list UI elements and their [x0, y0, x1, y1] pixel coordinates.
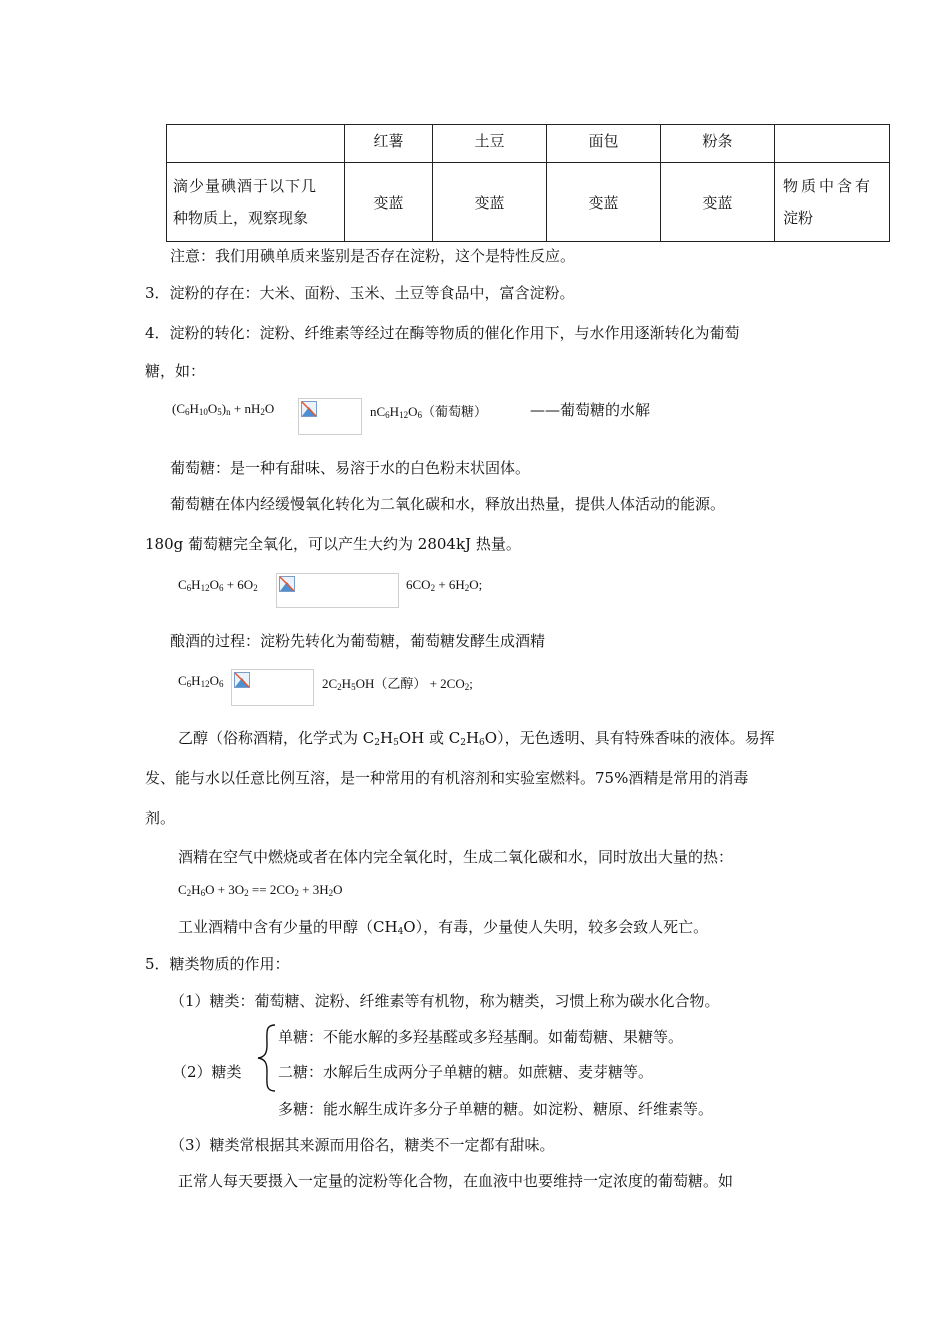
broken-image-icon [234, 672, 250, 688]
paragraph-3: 3．淀粉的存在：大米、面粉、玉米、土豆等食品中，富含淀粉。 [145, 284, 575, 302]
conclusion-line: 淀粉 [783, 209, 814, 227]
equation-arrow-image [298, 398, 362, 435]
polysaccharide-text: 多糖：能水解生成许多分子单糖的糖。如淀粉、糖原、纤维素等。 [278, 1100, 714, 1118]
ethanol-line2: 发、能与水以任意比例互溶，是一种常用的有机溶剂和实验室燃料。75%酒精是常用的消毒 [145, 769, 749, 787]
brewing-text: 酿酒的过程：淀粉先转化为葡萄糖，葡萄糖发酵生成酒精 [170, 632, 546, 650]
last-paragraph: 正常人每天要摄入一定量的淀粉等化合物，在血液中也要维持一定浓度的葡萄糖。如 [178, 1172, 734, 1190]
table-row-label [167, 163, 345, 242]
equation-oxidation-right: $6CO_2 + 6H_2O$; [406, 577, 483, 593]
table-header-cell: 面包 [547, 125, 661, 163]
equation-hydrolysis-right: $nC_6H_{12}O_6$（葡萄糖） [370, 404, 487, 420]
table-header-cell: 红薯 [345, 125, 433, 163]
oxidation-line1: 葡萄糖在体内经缓慢氧化转化为二氧化碳和水，释放出热量，提供人体活动的能源。 [170, 495, 726, 513]
equation-ethanol-combustion: $C_2H_6O + 3O_2 == 2CO_2 + 3H_2O$ [178, 882, 343, 898]
table-header-cell [167, 125, 345, 163]
industrial-alcohol-text: 工业酒精中含有少量的甲醇$(CH_4O)$，有毒，少量使人失明，较多会致人死亡。 [178, 918, 709, 937]
row-label-line: 滴少量碘酒于以下几 [173, 177, 318, 195]
table-cell-conclusion [775, 163, 890, 242]
equation-hydrolysis-left: $(C_6H_{10}O_5)_n + nH_2O$ [172, 401, 275, 417]
paragraph-5-1: （1）糖类：葡萄糖、淀粉、纤维素等有机物，称为糖类，习惯上称为碳水化合物。 [170, 992, 720, 1010]
note-text: 注意：我们用碘单质来鉴别是否存在淀粉，这个是特性反应。 [170, 247, 576, 265]
equation-fermentation-left: $C_6H_{12}O_6$ [178, 673, 224, 689]
broken-image-icon [279, 576, 295, 592]
burn-text: 酒精在空气中燃烧或者在体内完全氧化时，生成二氧化碳和水，同时放出大量的热： [178, 848, 734, 866]
table-header-cell: 粉条 [661, 125, 775, 163]
equation-arrow-image [231, 669, 314, 706]
paragraph-4-line1: 4．淀粉的转化：淀粉、纤维素等经过在酶等物质的催化作用下，与水作用逐渐转化为葡萄 [145, 324, 740, 342]
equation-hydrolysis-caption: ——葡萄糖的水解 [530, 401, 651, 419]
row-label-line: 种物质上，观察现象 [173, 209, 309, 227]
iodine-test-table [166, 124, 890, 242]
table-header-cell [775, 125, 890, 163]
equation-fermentation-right: $2C_2H_5OH$（乙醇） + $2CO_2$; [322, 676, 473, 692]
broken-image-icon [301, 401, 317, 417]
conclusion-line: 物质中含有 [783, 177, 874, 195]
equation-oxidation-left: $C_6H_{12}O_6 + 6O_2$ [178, 577, 258, 593]
table-cell-value: 变蓝 [547, 163, 661, 242]
ethanol-line1: 乙醇（俗称酒精，化学式为 $C_2H_5OH$ 或 $C_2H_6O$），无色透明、具有特殊香味的液体。易挥 [178, 729, 775, 748]
glucose-definition: 葡萄糖：是一种有甜味、易溶于水的白色粉末状固体。 [170, 459, 531, 477]
disaccharide-text: 二糖：水解后生成两分子单糖的糖。如蔗糖、麦芽糖等。 [278, 1063, 654, 1081]
sugar-classification-label: （2）糖类 [172, 1063, 242, 1081]
monosaccharide-text: 单糖：不能水解的多羟基醛或多羟基酮。如葡萄糖、果糖等。 [278, 1028, 684, 1046]
paragraph-4-line2: 糖，如： [145, 362, 206, 380]
brace-icon [255, 1023, 277, 1093]
equation-arrow-image [276, 573, 399, 608]
ethanol-line3: 剂。 [145, 809, 176, 827]
table-cell-value: 变蓝 [433, 163, 547, 242]
paragraph-5: 5．糖类物质的作用： [145, 955, 290, 973]
oxidation-line2: 180g 葡萄糖完全氧化，可以产生大约为 2804kJ 热量。 [145, 535, 521, 553]
table-header-cell: 土豆 [433, 125, 547, 163]
table-cell-value: 变蓝 [661, 163, 775, 242]
table-cell-value: 变蓝 [345, 163, 433, 242]
paragraph-5-3: （3）糖类常根据其来源而用俗名，糖类不一定都有甜味。 [170, 1136, 555, 1154]
